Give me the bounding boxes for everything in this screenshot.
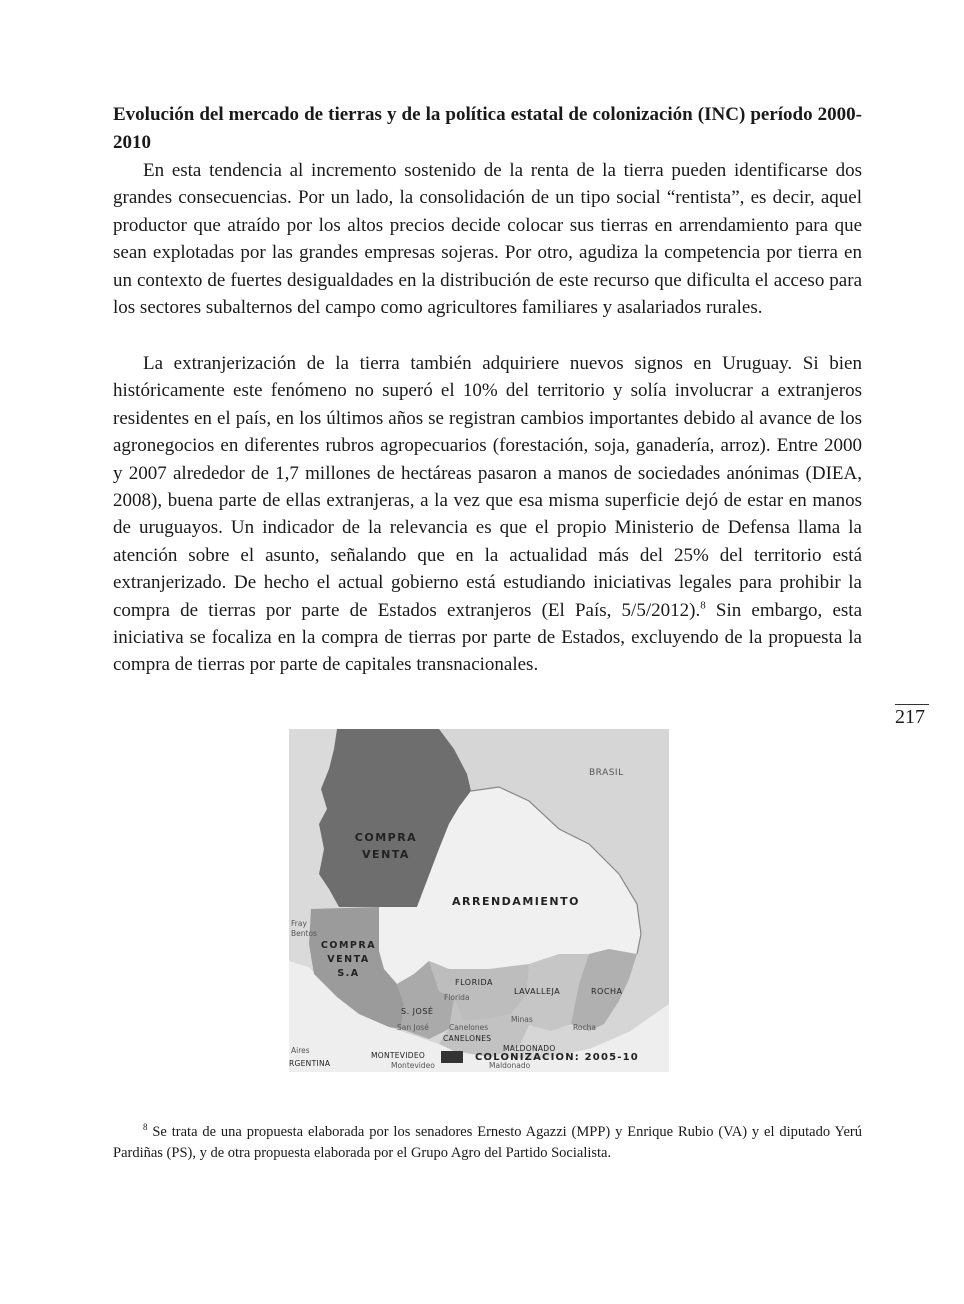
label-fray: Fray: [291, 919, 307, 928]
label-aires: Aires: [291, 1046, 310, 1055]
paragraph-1: En esta tendencia al incremento sostenido de la renta de la tierra pueden identificarse dos grandes consecuencias. Por un lado, la consolidación de un tipo social “rentista”, es decir, aquel productor que atraído por los altos precios decide colocar sus tierras en arrendamiento para que sean explotadas por las grandes empresas sojeras. Por otro, agudiza la competencia por tierra en un contexto de fuertes desigualdades en la distribución de este recurso que dificulta el acceso para los sectores subalternos del campo como agricultores familiares y asalariados rurales.: [113, 160, 862, 319]
label-compra-venta-sa-line1: COMPRA: [320, 940, 377, 951]
page-number: 217: [895, 706, 925, 728]
label-compra-venta-sa-line2: VENTA: [327, 954, 370, 965]
label-florida-city: Florida: [444, 993, 470, 1002]
label-rocha: ROCHA: [591, 987, 623, 996]
section-title: Evolución del mercado de tierras y de la política estatal de colonización (INC) período 2000-2010: [113, 104, 862, 153]
label-montevideo-city: Montevideo: [391, 1061, 435, 1070]
label-san-jose: S. JOSÉ: [401, 1007, 434, 1016]
footnote: [113, 1122, 862, 1164]
footnote-reference[interactable]: 8: [700, 599, 706, 612]
paragraph-2-continuation: Sin embargo, esta iniciativa se focaliza en la compra de tierras por parte de Estados, excluyendo de la propuesta la compra de tierras por parte de capitales transnacionales.: [113, 599, 863, 676]
label-florida: FLORIDA: [455, 978, 493, 987]
paragraph-2: [113, 350, 862, 679]
label-canelones: CANELONES: [443, 1034, 492, 1043]
map-legend-title: COLONIZACION: 2005-10: [475, 1052, 639, 1063]
label-montevideo: MONTEVIDEO: [371, 1051, 426, 1060]
label-compra-venta-line2: VENTA: [362, 848, 410, 861]
label-san-jose-city: San José: [397, 1023, 429, 1032]
colonization-map: [289, 729, 669, 1072]
label-lavalleja: LAVALLEJA: [514, 987, 561, 996]
label-compra-venta-sa-line3: S.A: [337, 968, 360, 979]
label-canelones-city: Canelones: [449, 1023, 489, 1032]
label-arrendamiento: ARRENDAMIENTO: [452, 895, 580, 908]
label-argentina: RGENTINA: [289, 1059, 331, 1068]
label-rocha-city: Rocha: [573, 1023, 596, 1032]
label-compra-venta-line1: COMPRA: [354, 831, 418, 844]
footnote-text: Se trata de una propuesta elaborada por los senadores Ernesto Agazzi (MPP) y Enrique Rubio (VA) y el diputado Yerú Pardiñas (PS), y de otra propuesta elaborada por el Grupo Agro del Partido Socialista.: [113, 1124, 862, 1161]
label-brasil: BRASIL: [589, 768, 624, 778]
label-maldonado-city: Maldonado: [489, 1061, 531, 1070]
map-logo: [441, 1051, 463, 1063]
label-maldonado: MALDONADO: [503, 1044, 556, 1053]
paragraph-2-text: La extranjerización de la tierra también adquiriere nuevos signos en Uruguay. Si bien históricamente este fenómeno no superó el 10% del territorio y solía involucrar a extranjeros residentes en el país, en los últimos años se registran cambios importantes debido al avance de los agronegocios en diferentes rubros agropecuarios (forestación, soja, ganadería, arroz). Entre 2000 y 2007 alrededor de 1,7 millones de hectáreas pasaron a manos de sociedades anónimas (DIEA, 2008), buena parte de ellas extranjeras, a la vez que esa misma superficie dejó de estar en manos de uruguayos. Un indicador de la relevancia es que el propio Ministerio de Defensa llama la atención sobre el asunto, señalando que en la actualidad más del 25% del territorio está extranjerizado. De hecho el actual gobierno está estudiando iniciativas legales para prohibir la compra de tierras por parte de Estados extranjeros (El País, 5/5/2012).: [113, 353, 862, 621]
footnote-number: 8: [143, 1122, 148, 1133]
label-minas: Minas: [511, 1015, 533, 1024]
page-number-rule: [895, 704, 929, 705]
label-bentos: Bentos: [291, 929, 317, 938]
